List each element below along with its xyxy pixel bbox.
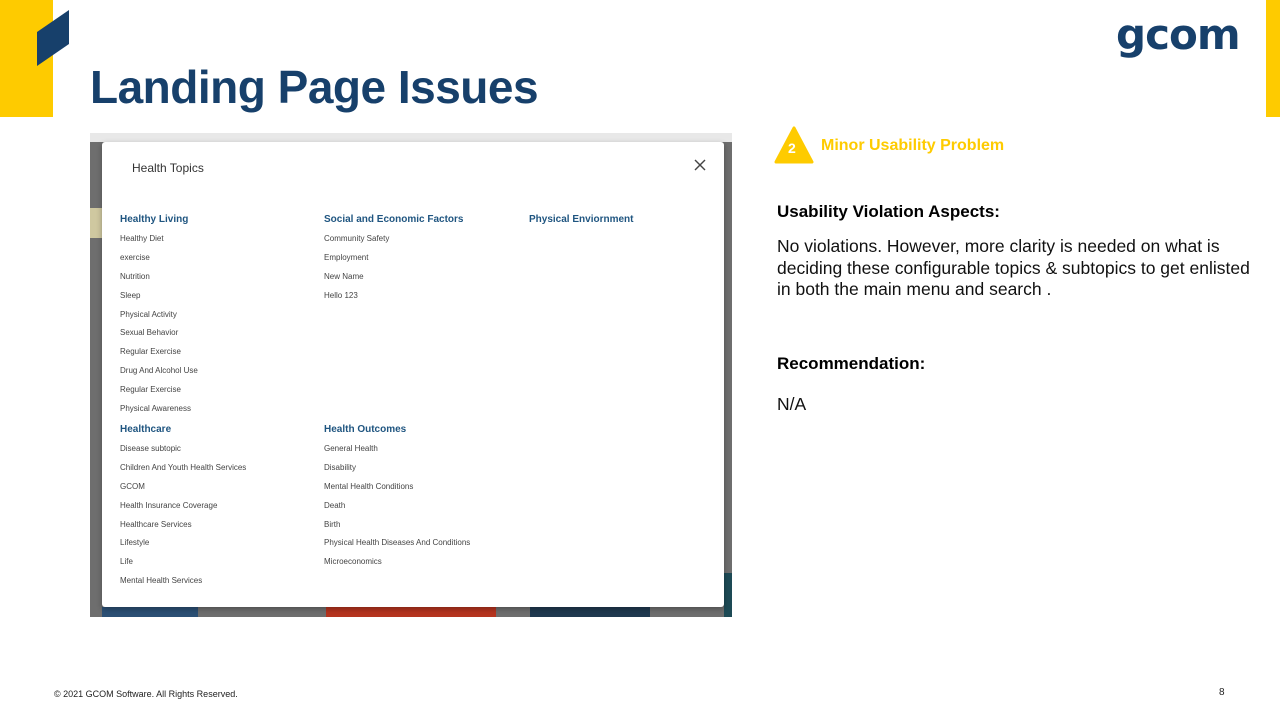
topic-item[interactable]: exercise [120,252,150,262]
topic-item[interactable]: Disease subtopic [120,444,181,453]
background-tile-1 [102,607,198,617]
topic-group-health-outcomes [324,424,524,576]
screenshot-panel [90,133,732,617]
background-tile-2 [326,607,496,617]
topic-group-social-economic [324,214,524,310]
topic-item[interactable]: Lifestyle [120,538,150,548]
severity-badge [774,126,1034,166]
topic-item[interactable]: GCOM [120,481,145,491]
page-number: 8 [1219,687,1225,698]
topic-item[interactable]: Regular Exercise [120,385,181,395]
severity-label: Minor Usability Problem [821,137,1005,154]
topic-item[interactable]: Disability [324,462,357,472]
footer-copyright: © 2021 GCOM Software. All Rights Reserved. [54,689,238,699]
topic-item[interactable]: Mental Health Services [120,576,203,586]
topic-item[interactable]: Birth [324,519,341,529]
background-page-top [90,133,732,142]
topic-group-healthy-living [120,214,320,423]
topic-item[interactable]: Health Insurance Coverage [120,500,218,510]
topic-heading[interactable]: Healthcare [120,424,172,435]
recommendation-body: N/A [777,394,807,414]
health-topics-modal [102,142,724,607]
right-accent-bar [1266,0,1280,117]
topic-heading[interactable]: Healthy Living [120,214,189,225]
background-page-left [90,208,102,238]
severity-number: 2 [788,140,796,156]
topic-item[interactable]: Nutrition [120,271,150,281]
topic-heading[interactable]: Social and Economic Factors [324,214,464,225]
topic-item[interactable]: Community Safety [324,234,390,243]
background-tile-4 [724,573,732,617]
topic-item[interactable]: Microeconomics [324,557,382,567]
modal-title: Health Topics [132,161,204,175]
topic-group-healthcare [120,424,320,595]
topic-item[interactable]: Healthcare Services [120,519,192,529]
topic-item[interactable]: Regular Exercise [120,347,181,357]
topic-item[interactable]: Drug And Alcohol Use [120,366,198,376]
topic-item[interactable]: Children And Youth Health Services [120,462,247,472]
topic-item[interactable]: General Health [324,444,378,453]
topic-item[interactable]: Physical Awareness [120,404,191,414]
close-icon[interactable] [692,157,708,173]
topic-heading[interactable]: Health Outcomes [324,424,407,435]
topic-group-physical-environment [529,214,729,234]
topic-item[interactable]: Physical Health Diseases And Conditions [324,538,471,548]
topic-item[interactable]: Hello 123 [324,290,358,300]
topic-item[interactable]: Life [120,557,133,567]
background-tile-3 [530,607,650,617]
topic-item[interactable]: Healthy Diet [120,234,164,243]
topic-item[interactable]: Sexual Behavior [120,328,179,338]
violation-aspects-body: No violations. However, more clarity is needed on what is deciding these configurable topics & subtopics to get enlisted in both the main menu and search . [777,236,1250,299]
topic-item[interactable]: Sleep [120,290,141,300]
topic-item[interactable]: Physical Activity [120,309,177,319]
topic-item[interactable]: Mental Health Conditions [324,481,414,491]
recommendation-heading: Recommendation: [777,354,926,373]
topic-item[interactable]: New Name [324,271,364,281]
topic-item[interactable]: Employment [324,252,369,262]
topic-item[interactable]: Death [324,500,346,510]
topic-heading[interactable]: Physical Enviornment [529,214,634,225]
gcom-logo: gcom [1116,10,1240,59]
slide-title: Landing Page Issues [90,61,539,113]
violation-aspects-heading: Usability Violation Aspects: [777,202,1000,221]
corner-accent-shape [37,10,69,66]
